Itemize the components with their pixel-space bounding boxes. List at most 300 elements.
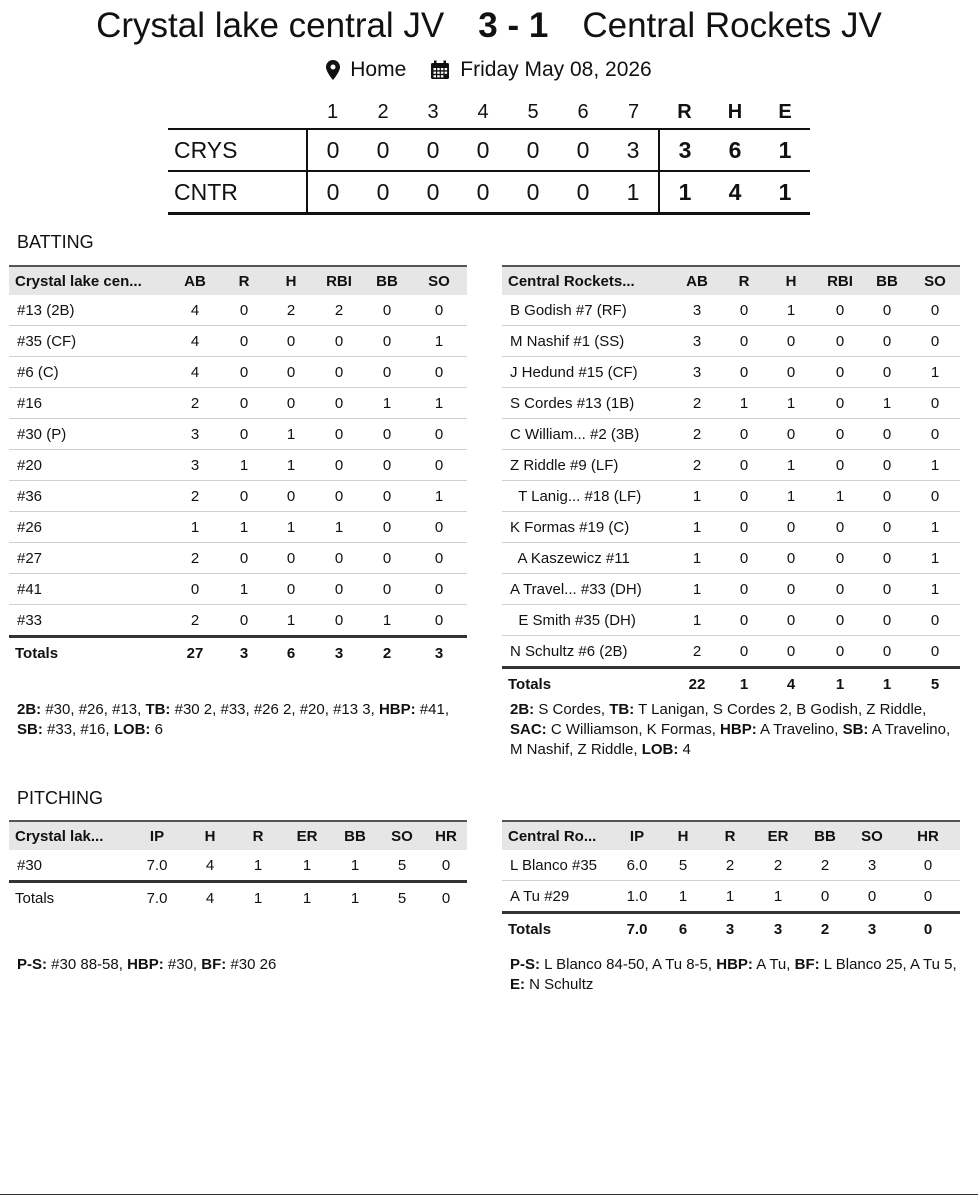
away-team-name: Central Rockets JV [582,6,882,45]
line-score-row [168,171,810,214]
stat-cell: 1 [672,574,722,605]
totals-cell: 5 [910,668,960,700]
table-row [502,357,960,388]
table-row [9,512,467,543]
stat-cell: 1 [221,450,267,481]
totals-cell: 1 [331,882,379,914]
player-name: N Schultz #6 (2B) [502,636,672,668]
note-key: SAC: [510,721,547,738]
game-date: Friday May 08, 2026 [460,58,652,81]
stat-column-header: BB [331,821,379,850]
stat-cell: 0 [363,481,411,512]
stat-cell: 0 [910,605,960,636]
stat-cell: 0 [896,881,960,913]
total-errors: 1 [760,171,810,214]
stat-cell: 3 [672,357,722,388]
stat-column-header: SO [848,821,896,850]
stat-cell: 0 [816,543,864,574]
stat-cell: 1 [766,388,816,419]
stat-cell: 3 [672,326,722,357]
stat-cell: 1 [283,850,331,882]
stat-cell: 0 [169,574,221,605]
stat-cell: 0 [267,481,315,512]
player-name: J Hedund #15 (CF) [502,357,672,388]
stat-cell: 1 [411,481,467,512]
table-row [9,481,467,512]
stat-cell: 1 [411,326,467,357]
note-value: #30 26 [226,956,277,973]
note-value: A Travelino, [756,721,843,738]
stat-cell: 1 [910,512,960,543]
stat-cell: 2 [802,850,848,881]
stat-column-header: SO [379,821,425,850]
stat-cell: 1 [754,881,802,913]
totals-cell: 1 [816,668,864,700]
stat-cell: 0 [816,512,864,543]
stat-column-header: RBI [315,266,363,295]
stat-cell: 1 [221,574,267,605]
player-name: A Tu #29 [502,881,614,913]
inning-header: 6 [577,100,589,123]
inning-score: 0 [458,171,508,214]
note-value: L Blanco 25, A Tu 5, [819,956,961,973]
stat-column-header: SO [411,266,467,295]
note-value: T Lanigan, S Cordes 2, B Godish, Z Riddle, [634,701,931,718]
stat-cell: 2 [706,850,754,881]
stat-cell: 0 [848,881,896,913]
stat-cell: 0 [363,574,411,605]
stat-cell: 0 [267,326,315,357]
stat-cell: 0 [267,574,315,605]
player-name: K Formas #19 (C) [502,512,672,543]
table-row [502,419,960,450]
stat-cell: 3 [672,295,722,326]
table-row [9,574,467,605]
home-team-name: Crystal lake central JV [96,6,445,45]
stat-cell: 1 [722,388,766,419]
stat-cell: 1 [267,450,315,481]
stat-cell: 0 [816,450,864,481]
map-pin-icon [326,60,340,80]
note-value: #41, [415,701,454,718]
inning-score: 0 [358,129,408,171]
stat-column-header: SO [910,266,960,295]
stat-cell: 0 [864,574,910,605]
note-key: BF: [794,956,820,973]
stat-cell: 0 [315,388,363,419]
stat-cell: 0 [722,605,766,636]
stat-cell: 0 [864,357,910,388]
stat-cell: 0 [411,419,467,450]
stat-cell: 0 [816,388,864,419]
player-name: B Godish #7 (RF) [502,295,672,326]
total-hits: 4 [710,171,760,214]
stat-cell: 0 [864,636,910,668]
note-value: #30 2, #33, #26 2, #20, #13 3, [170,701,379,718]
stat-column-header: R [221,266,267,295]
stat-cell: 4 [169,326,221,357]
totals-cell: 1 [233,882,283,914]
stat-column-header: RBI [816,266,864,295]
totals-label: Totals [502,668,672,700]
errors-header: E [778,100,792,123]
stat-cell: 0 [910,388,960,419]
note-key: E: [510,976,525,993]
table-row [9,850,467,882]
runs-header: R [677,100,692,123]
stat-cell: 0 [766,543,816,574]
game-info [0,58,978,82]
note-value: #30, [163,956,202,973]
stat-cell: 0 [816,574,864,605]
table-row [502,450,960,481]
totals-cell: 1 [722,668,766,700]
player-name: E Smith #35 (DH) [502,605,672,636]
stat-cell: 0 [910,295,960,326]
stat-cell: 0 [766,326,816,357]
stat-cell: 0 [315,450,363,481]
line-score-table [168,96,810,215]
stat-cell: 1 [816,481,864,512]
stat-cell: 0 [411,512,467,543]
stat-cell: 2 [169,543,221,574]
stat-cell: 2 [169,605,221,637]
stat-cell: 0 [315,357,363,388]
note-key: HBP: [716,956,753,973]
note-value: 6 [150,721,163,738]
inning-score: 3 [608,129,659,171]
stat-cell: 0 [221,605,267,637]
table-row [502,388,960,419]
table-row [9,357,467,388]
stat-cell: 0 [267,357,315,388]
stat-cell: 0 [864,419,910,450]
totals-cell: 27 [169,637,221,669]
stat-cell: 1 [672,543,722,574]
stat-cell: 0 [864,605,910,636]
totals-row [502,913,960,945]
note-key: P-S: [17,956,47,973]
player-name: C William... #2 (3B) [502,419,672,450]
stat-column-header: ER [283,821,331,850]
totals-cell: 4 [766,668,816,700]
note-value: A Travelino, M Nashif, Z Riddle, [510,721,955,758]
stat-cell: 1 [766,295,816,326]
stat-cell: 1 [267,605,315,637]
player-name: #26 [9,512,169,543]
stat-cell: 1 [411,388,467,419]
inning-score: 0 [458,129,508,171]
player-name: A Travel... #33 (DH) [502,574,672,605]
stat-cell: 0 [864,481,910,512]
note-key: HBP: [127,956,164,973]
stat-cell: 0 [766,512,816,543]
note-key: HBP: [378,701,416,718]
totals-label: Totals [9,637,169,669]
note-key: SB: [842,721,869,738]
stat-cell: 0 [363,357,411,388]
stat-cell: 2 [315,295,363,326]
stat-cell: 0 [221,481,267,512]
away-batting-table [502,265,960,699]
stat-cell: 1 [363,388,411,419]
player-name: M Nashif #1 (SS) [502,326,672,357]
player-name: #16 [9,388,169,419]
stat-cell: 0 [910,636,960,668]
stat-cell: 0 [864,512,910,543]
batting-section-title: BATTING [17,232,94,252]
location-label: Home [350,58,407,81]
player-name: #35 (CF) [9,326,169,357]
away-pitching-notes [510,955,962,995]
stat-cell: 0 [221,295,267,326]
note-key: HBP: [720,721,757,738]
player-name: A Kaszewicz #11 [502,543,672,574]
total-runs: 3 [659,129,710,171]
stat-cell: 0 [411,543,467,574]
inning-header: 1 [326,100,339,123]
player-name: #6 (C) [9,357,169,388]
team-column-header: Central Ro... [502,821,614,850]
stat-cell: 0 [363,295,411,326]
totals-cell: 3 [315,637,363,669]
totals-cell: 2 [802,913,848,945]
note-value: #30, #26, #13, [41,701,146,718]
totals-cell: 5 [379,882,425,914]
stat-cell: 0 [411,450,467,481]
table-row [9,326,467,357]
stat-column-header: BB [864,266,910,295]
player-name: #20 [9,450,169,481]
stat-column-header: AB [672,266,722,295]
stat-cell: 3 [169,450,221,481]
stat-column-header: R [706,821,754,850]
note-key: LOB: [641,741,679,758]
note-value: S Cordes, [534,701,610,718]
note-value: A Tu, [752,956,795,973]
player-name: #13 (2B) [9,295,169,326]
table-row [502,574,960,605]
stat-cell: 2 [672,419,722,450]
player-name: Z Riddle #9 (LF) [502,450,672,481]
note-value: 4 [678,741,691,758]
team-abbrev: CRYS [168,129,307,171]
stat-cell: 0 [816,605,864,636]
note-key: TB: [145,701,171,718]
stat-column-header: ER [754,821,802,850]
home-batting-notes [17,700,467,740]
stat-cell: 1.0 [614,881,660,913]
stat-cell: 0 [221,357,267,388]
stat-cell: 1 [910,357,960,388]
stat-cell: 1 [660,881,706,913]
stat-cell: 1 [766,481,816,512]
stat-cell: 2 [672,388,722,419]
stat-cell: 0 [864,295,910,326]
table-row [9,543,467,574]
note-value: L Blanco 84-50, A Tu 8-5, [540,956,717,973]
totals-row [502,668,960,700]
stat-cell: 0 [221,419,267,450]
stat-cell: 0 [766,605,816,636]
stat-cell: 1 [672,481,722,512]
player-name: #30 (P) [9,419,169,450]
stat-cell: 0 [910,481,960,512]
stat-cell: 0 [221,388,267,419]
inning-header: 7 [627,100,640,123]
stat-cell: 0 [411,295,467,326]
stat-cell: 0 [816,636,864,668]
stat-column-header: H [766,266,816,295]
player-name: L Blanco #35 [502,850,614,881]
stat-cell: 0 [816,357,864,388]
stat-cell: 0 [722,326,766,357]
table-row [502,605,960,636]
stat-cell: 0 [315,605,363,637]
table-row [502,295,960,326]
table-header-row [9,821,467,850]
stat-cell: 1 [331,850,379,882]
table-row [9,419,467,450]
home-pitching-table [9,820,467,913]
stat-column-header: BB [363,266,411,295]
table-row [9,605,467,637]
stat-cell: 0 [221,326,267,357]
note-key: TB: [609,701,635,718]
stat-column-header: H [660,821,706,850]
stat-cell: 1 [672,512,722,543]
stat-cell: 0 [864,450,910,481]
stat-cell: 4 [187,850,233,882]
player-name: #27 [9,543,169,574]
stat-cell: 0 [411,357,467,388]
stat-cell: 1 [363,605,411,637]
stat-cell: 0 [363,450,411,481]
note-key: 2B: [17,701,42,718]
table-row [502,636,960,668]
stat-cell: 2 [267,295,315,326]
pitching-section-title: PITCHING [17,788,104,808]
stat-cell: 0 [864,543,910,574]
stat-column-header: H [267,266,315,295]
stat-cell: 0 [816,419,864,450]
inning-score: 0 [307,129,358,171]
stat-cell: 0 [363,543,411,574]
stat-cell: 0 [221,543,267,574]
totals-label: Totals [9,882,127,914]
player-name: #36 [9,481,169,512]
stat-cell: 0 [315,574,363,605]
player-name: S Cordes #13 (1B) [502,388,672,419]
stat-cell: 6.0 [614,850,660,881]
inning-header: 3 [427,100,439,123]
stat-cell: 0 [722,481,766,512]
note-value: #30 88-58, [47,956,128,973]
stat-cell: 1 [267,512,315,543]
stat-cell: 0 [896,850,960,881]
table-row [502,543,960,574]
table-row [9,295,467,326]
note-key: LOB: [113,721,151,738]
stat-cell: 0 [411,574,467,605]
inning-score: 0 [358,171,408,214]
table-header-row [502,266,960,295]
table-row [502,326,960,357]
totals-row [9,882,467,914]
totals-cell: 3 [754,913,802,945]
stat-cell: 2 [672,450,722,481]
hits-header: H [727,100,743,123]
inning-score: 0 [508,129,558,171]
stat-cell: 0 [910,419,960,450]
stat-cell: 0 [722,295,766,326]
stat-cell: 5 [660,850,706,881]
table-row [9,388,467,419]
stat-column-header: AB [169,266,221,295]
stat-column-header: IP [127,821,187,850]
home-batting-table [9,265,467,668]
player-name: #41 [9,574,169,605]
stat-cell: 0 [766,636,816,668]
stat-column-header: IP [614,821,660,850]
stat-cell: 0 [910,326,960,357]
total-errors: 1 [760,129,810,171]
stat-cell: 0 [816,326,864,357]
totals-cell: 1 [864,668,910,700]
stat-cell: 1 [864,388,910,419]
inning-header: 5 [527,100,539,123]
player-name: #33 [9,605,169,637]
totals-cell: 0 [425,882,467,914]
stat-column-header: BB [802,821,848,850]
player-name: #30 [9,850,127,882]
note-key: 2B: [510,701,535,718]
note-key: BF: [201,956,227,973]
stat-cell: 1 [169,512,221,543]
totals-cell: 6 [660,913,706,945]
stat-cell: 0 [425,850,467,882]
stat-cell: 0 [315,326,363,357]
stat-cell: 0 [722,512,766,543]
stat-cell: 0 [766,574,816,605]
player-name: T Lanig... #18 (LF) [502,481,672,512]
stat-column-header: H [187,821,233,850]
table-row [9,450,467,481]
stat-cell: 0 [722,450,766,481]
stat-cell: 0 [722,574,766,605]
stat-cell: 0 [363,419,411,450]
stat-cell: 3 [848,850,896,881]
note-value: C Williamson, K Formas, [546,721,721,738]
stat-column-header: R [233,821,283,850]
stat-cell: 0 [267,543,315,574]
totals-row [9,637,467,669]
inning-score: 0 [408,129,458,171]
stat-cell: 0 [864,326,910,357]
totals-cell: 6 [267,637,315,669]
stat-cell: 0 [363,512,411,543]
stat-column-header: R [722,266,766,295]
stat-cell: 2 [169,388,221,419]
stat-cell: 1 [315,512,363,543]
inning-score: 0 [307,171,358,214]
inning-score: 0 [408,171,458,214]
away-batting-notes [510,700,962,760]
stat-cell: 1 [910,543,960,574]
game-score: 3 - 1 [478,6,549,45]
bottom-divider [0,1194,978,1195]
stat-cell: 0 [722,357,766,388]
